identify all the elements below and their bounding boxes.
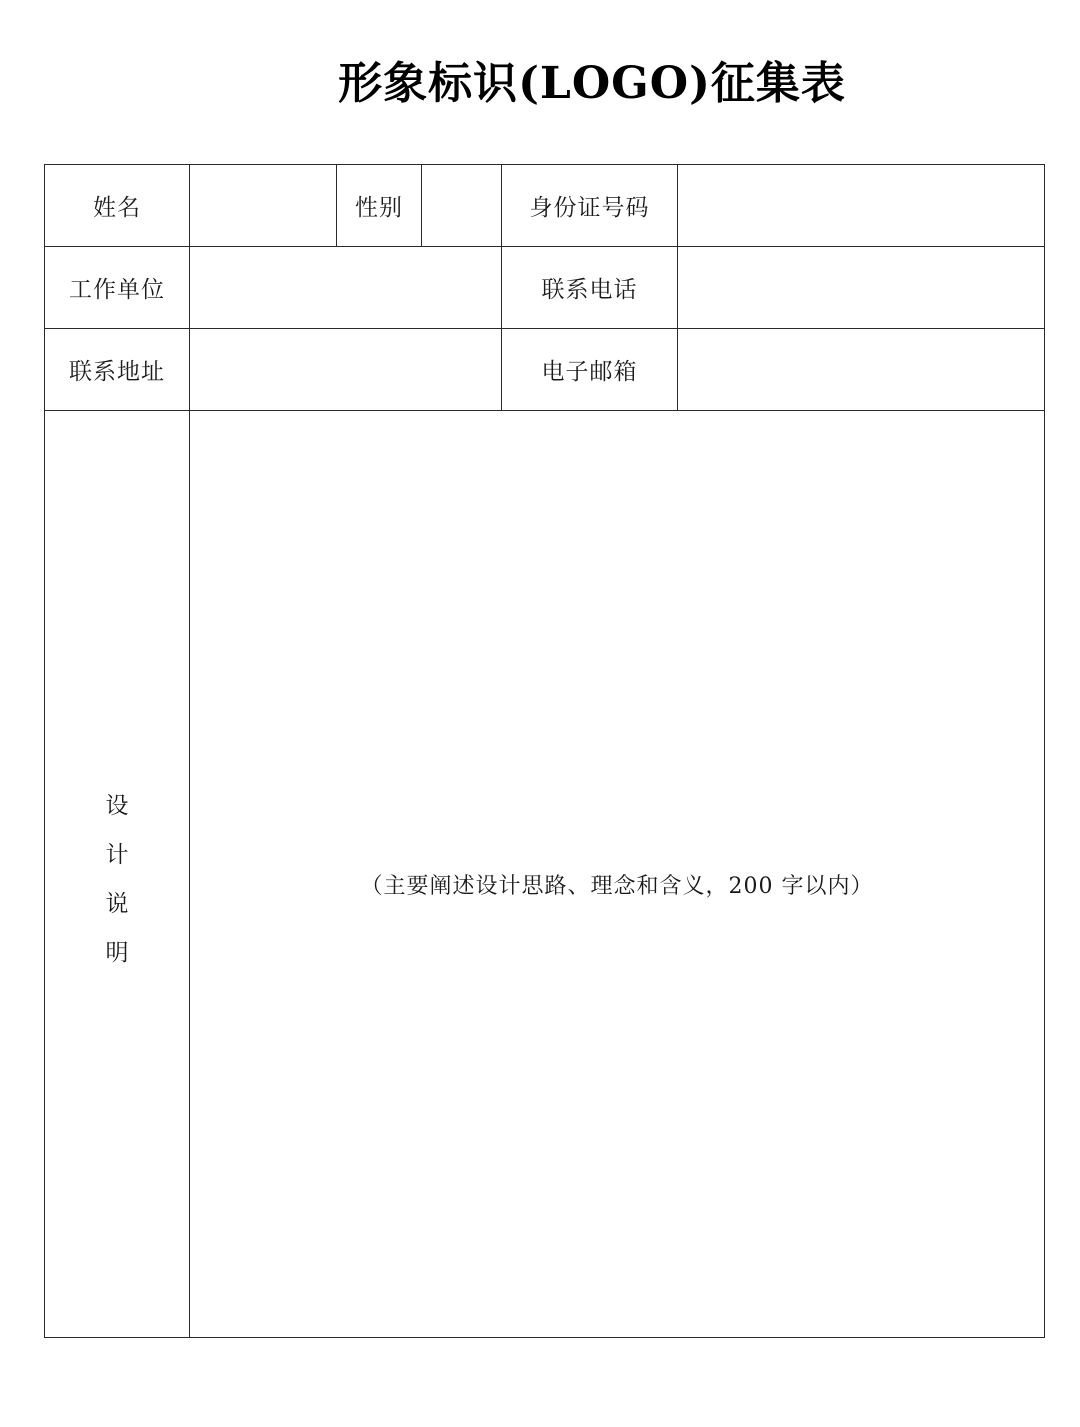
id-number-field[interactable]: [678, 165, 1045, 247]
address-label: 联系地址: [45, 329, 190, 411]
form-row-work: [45, 247, 1045, 329]
work-unit-label: 工作单位: [45, 247, 190, 329]
form-row-design: [45, 411, 1045, 1338]
name-label: 姓名: [45, 165, 190, 247]
gender-field[interactable]: [422, 165, 502, 247]
id-number-label: 身份证号码: [502, 165, 678, 247]
logo-collection-form: [44, 164, 1045, 1338]
design-description-note: （主要阐述设计思路、理念和含义，200 字以内）: [360, 873, 874, 899]
design-label-char: 明: [105, 940, 129, 966]
name-field[interactable]: [190, 165, 337, 247]
work-unit-field[interactable]: [190, 247, 502, 329]
gender-label: 性别: [337, 165, 422, 247]
email-field[interactable]: [678, 329, 1045, 411]
phone-field[interactable]: [678, 247, 1045, 329]
design-description-vertical-label: [106, 770, 129, 978]
design-description-label: [45, 411, 190, 1338]
email-label: 电子邮箱: [502, 329, 678, 411]
form-row-name: [45, 165, 1045, 247]
design-label-char: 说: [105, 891, 129, 917]
design-label-char: 计: [105, 842, 129, 868]
address-field[interactable]: [190, 329, 502, 411]
form-row-address: [45, 329, 1045, 411]
page-title: 形象标识(LOGO)征集表: [338, 58, 846, 109]
phone-label: 联系电话: [502, 247, 678, 329]
design-description-field[interactable]: [190, 411, 1045, 1338]
design-label-char: 设: [105, 793, 129, 819]
